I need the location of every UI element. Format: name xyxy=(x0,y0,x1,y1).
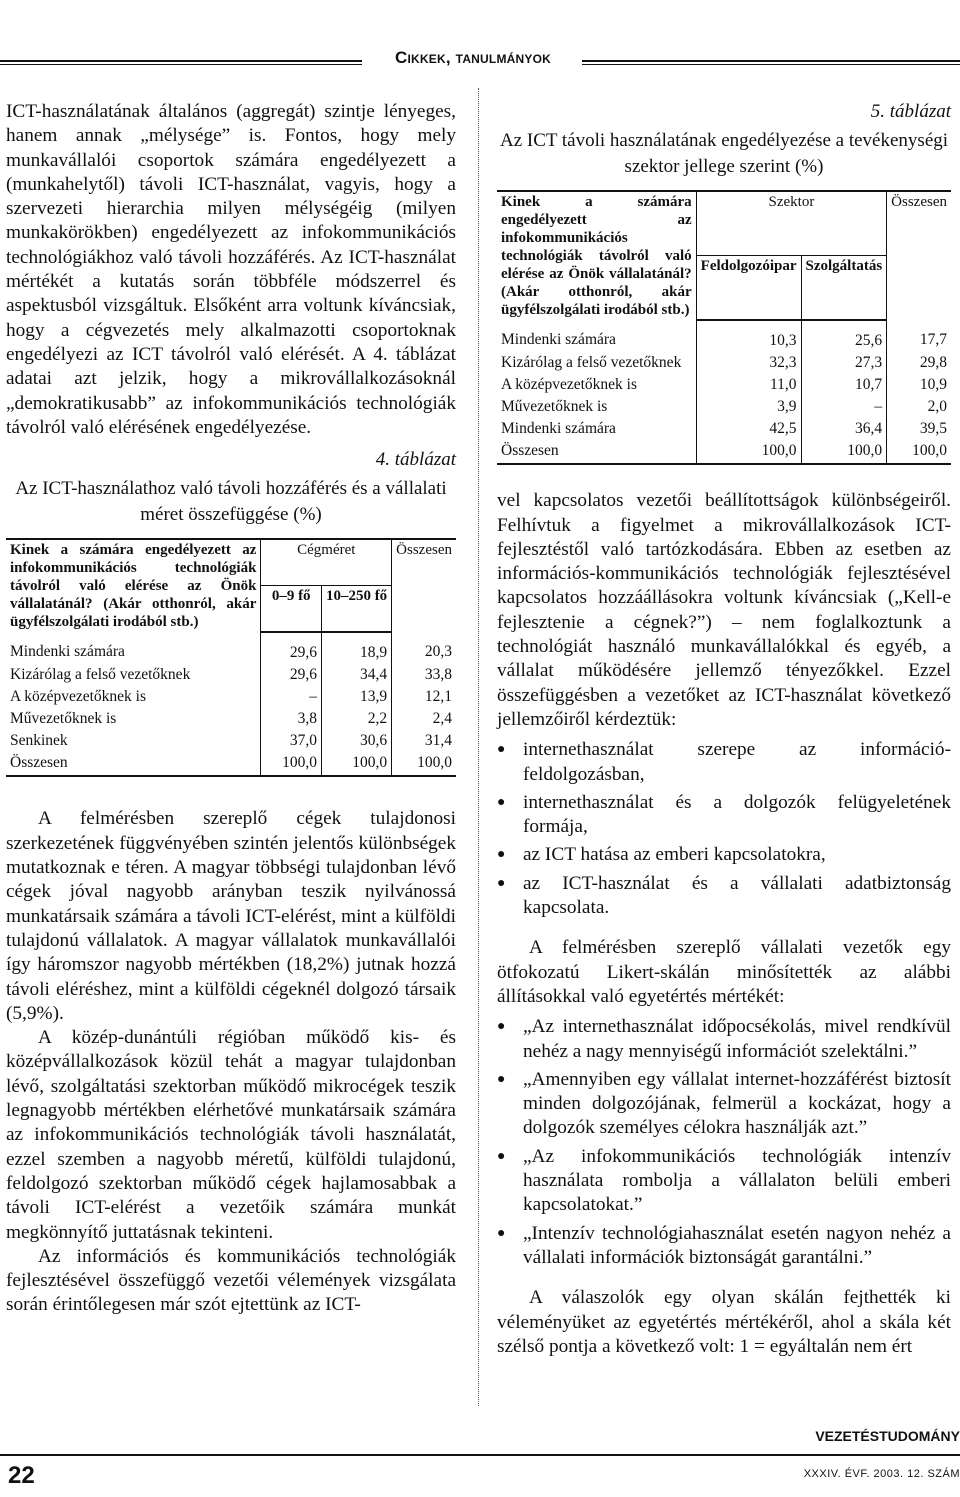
list-item: ● az ICT hatása az emberi kapcsolatokra, xyxy=(497,843,951,867)
cell: 12,1 xyxy=(424,688,452,706)
table4 xyxy=(6,538,456,777)
list-item: ● „Az infokommunikációs technológiák intenzív használata rombolja a vállalaton belüli emberi kapcsolatokat.” xyxy=(497,1145,951,1218)
table5 xyxy=(497,190,951,465)
right-paragraph-1: vel kapcsolatos vezetői beállítottságok különbségeiről. Felhívtuk a figyelmet a mikrovállalkozások ICT-fejlesztéstől való tartózkodására. Ebben az esetben az információs-kommunikációs technológiák fejlesztésével kapcsolatos hozzáállásokra voltunk kíváncsiak („Kell-e fejlesztenie a cégnek?”) – nem foglalkoztunk a technológiát használó munkavállalókkal és egyéb, a vállalat működésére jellemző tényezőkkel. Ezzel összefüggésben a vezetőket az ICT-használat következő jellemzőiről kérdeztük: xyxy=(497,490,951,730)
cell: 13,9 xyxy=(321,686,391,708)
table4-group-header: Cégméret xyxy=(261,539,392,586)
cell: 42,5 xyxy=(696,418,801,440)
cell: 11,0 xyxy=(696,374,801,396)
cell: 100,0 xyxy=(801,440,887,464)
cell: 29,8 xyxy=(919,354,947,372)
cell: 10,7 xyxy=(801,374,887,396)
table4-total-header: Összesen xyxy=(392,539,456,632)
row-label: Művezetőknek is xyxy=(497,396,696,418)
list-item: ● „Intenzív technológiahasználat esetén nagyon nehéz a vállalati információk biztonságát garantálni.” xyxy=(497,1222,951,1271)
cell: 100,0 xyxy=(696,440,801,464)
row-label: Mindenki számára xyxy=(497,418,696,440)
page-header xyxy=(0,38,960,72)
list-item: ● az ICT-használat és a vállalati adatbiztonság kapcsolata. xyxy=(497,872,951,921)
section-title: Cikkek, tanulmányok xyxy=(395,48,551,67)
cell: 100,0 xyxy=(261,752,322,776)
list-item: ● internethasználat és a dolgozók felügyeletének formája, xyxy=(497,791,951,840)
cell: 30,6 xyxy=(321,730,391,752)
cell: 10,9 xyxy=(919,376,947,394)
table4-subcol1: 0–9 fő xyxy=(261,586,322,633)
footer-rule xyxy=(0,1454,960,1456)
cell: 20,3 xyxy=(424,643,452,661)
table-row xyxy=(6,632,456,664)
right-column xyxy=(497,100,951,1359)
cell: 29,6 xyxy=(261,664,322,686)
table5-title: Az ICT távoli használatának engedélyezése a tevékenységi szektor jellege szerint (%) xyxy=(499,130,949,178)
table-row xyxy=(6,708,456,730)
cell: 31,4 xyxy=(424,732,452,750)
left-paragraph-2: A felmérésben szereplő cégek tulajdonosi szerkezetének függvényében szintén jelentős különbségek mutatkoznak e téren. A magyar többségi tulajdonban lévő cégek jóval nagyobb arányban teszik nyilvánossá munkatársaik számára a távoli ICT-elérést, mint a külföldi tulajdonú vállalatok. A magyar vállalatok munkavállalói így háromszor nagyobb mértékben (18,2%) jutnak hozzá távoli eléréshez, mint a külföldi cégeknél dolgozó társaik (5,9%). xyxy=(6,808,456,1024)
cell: 100,0 xyxy=(321,752,391,776)
table5-subcol1: Feldolgozóipar xyxy=(696,256,801,321)
table-row xyxy=(6,686,456,708)
right-paragraph-3: A válaszolók egy olyan skálán fejthették ki véleményüket az egyetértés mértékéről, ahol a skála két szélső pontja a következő volt: 1 = egyáltalán nem ért xyxy=(497,1287,951,1357)
cell: 17,7 xyxy=(919,331,947,349)
header-rule-right xyxy=(582,60,960,65)
cell: 39,5 xyxy=(919,420,947,438)
table-row xyxy=(497,418,951,440)
cell: 32,3 xyxy=(696,352,801,374)
row-label: A középvezetőknek is xyxy=(6,686,261,708)
table4-question: Kinek a számára engedélyezett az infokommunikációs technológiák távolról való elérése az Önök vállalatánál? (Akár otthonról, akár ügyfélszolgálati irodából stb.) xyxy=(6,539,261,632)
table4-subcol2: 10–250 fő xyxy=(321,586,391,633)
row-label: Művezetőknek is xyxy=(6,708,261,730)
right-paragraph-2: A felmérésben szereplő vállalati vezetők egy ötfokozatú Likert-skálán minősítették az alábbi állításokkal való egyetértés mértékét: xyxy=(497,937,951,1007)
table-row xyxy=(497,396,951,418)
table-row xyxy=(497,352,951,374)
table-row xyxy=(6,730,456,752)
row-label: Senkinek xyxy=(6,730,261,752)
table-row xyxy=(6,752,456,776)
row-label: A középvezetőknek is xyxy=(497,374,696,396)
cell: 25,6 xyxy=(801,320,887,352)
cell: 37,0 xyxy=(261,730,322,752)
bullet-list-2 xyxy=(497,1015,951,1270)
header-rule-left xyxy=(0,60,362,65)
table4-title: Az ICT-használathoz való távoli hozzáférés és a vállalati méret összefüggése (%) xyxy=(15,478,447,526)
table5-total-header: Összesen xyxy=(887,191,951,320)
table-row xyxy=(497,320,951,352)
table-row xyxy=(497,440,951,464)
left-paragraph-3: A közép-dunántúli régióban működő kis- és középvállalkozások közül tehát a magyar tulajdonban lévő, szolgáltatási szektorban működő mikrocégek teszik legnagyobb mértékben elérhetővé munkatársaik számára az infokommunikációs technológiák távoli használatát, ezzel szemben a nagyobb méretű, külföldi tulajdonú, feldolgozó szektorban működő cégek hajlamosabbak a távoli ICT-elérést a vezetőik számára munkát megkönnyítő juttatásnak tekinteni. xyxy=(6,1027,456,1243)
cell: 36,4 xyxy=(801,418,887,440)
cell: 29,6 xyxy=(261,632,322,664)
row-label: Mindenki számára xyxy=(497,320,696,352)
column-divider xyxy=(478,88,479,1406)
list-item: ● internethasználat szerepe az információ-feldolgozásban, xyxy=(497,738,951,787)
table5-number: 5. táblázat xyxy=(870,101,951,122)
left-paragraph-1: ICT-használatának általános (aggregát) szintje lényeges, hanem annak „mélysége” is. Fontos, hogy mely munkavállalói csoportok számára engedélyezett a (munkahelytől) távoli ICT-használat, vagyis, hogy a szervezeti hierarchia milyen mélységéig (milyen munkakörökben) engedélyezett az infokommunikációs technológiákhoz való távoli hozzáférés. Az ICT-használat mértékét a kutatás során többféle módszerrel és aspektusból vizsgáltuk. Elsőként arra voltunk kíváncsiak, hogy a cégvezetés mely alkalmazotti csoportoknak engedélyezi az ICT távolról való elérését. A 4. táblázat adatai azt jelzik, hogy a mikrovállalkozásoknál „demokratikusabb” az infokommunikációs technológiák távolról való elérésének engedélyezése. xyxy=(6,101,456,438)
cell: 2,4 xyxy=(432,710,452,728)
cell: 10,3 xyxy=(696,320,801,352)
cell: 100,0 xyxy=(887,440,951,464)
page-number: 22 xyxy=(8,1462,35,1489)
table5-subcol2: Szolgáltatás xyxy=(801,256,887,321)
cell: 2,0 xyxy=(927,398,947,416)
cell: 33,8 xyxy=(424,666,452,684)
row-label: Kizárólag a felső vezetőknek xyxy=(497,352,696,374)
cell: 34,4 xyxy=(321,664,391,686)
row-label: Összesen xyxy=(497,440,696,464)
left-paragraph-4: Az információs és kommunikációs technológiák fejlesztésével összefüggő vezetői vélemények vizsgálata során érintőlegesen már szót ejtettünk az ICT- xyxy=(6,1245,456,1316)
cell: 3,8 xyxy=(261,708,322,730)
list-item: ● „Az internethasználat időpocsékolás, mivel rendkívül nehéz a nagy mennyiségű információt szelektálni.” xyxy=(497,1015,951,1064)
table5-group-header: Szektor xyxy=(696,191,887,256)
table-row xyxy=(497,374,951,396)
table-row xyxy=(6,664,456,686)
row-label: Kizárólag a felső vezetőknek xyxy=(6,664,261,686)
table5-question: Kinek a számára engedélyezett az infokommunikációs technológiák távolról való elérése az Önök vállalatánál? (Akár otthonról, akár ügyfélszolgálati irodából stb.) xyxy=(497,191,696,320)
cell: – xyxy=(801,396,887,418)
row-label: Mindenki számára xyxy=(6,632,261,664)
journal-name: VEZETÉSTUDOMÁNY xyxy=(815,1428,960,1444)
cell: 100,0 xyxy=(392,752,456,776)
cell: 27,3 xyxy=(801,352,887,374)
row-label: Összesen xyxy=(6,752,261,776)
cell: 3,9 xyxy=(696,396,801,418)
cell: – xyxy=(261,686,322,708)
cell: 2,2 xyxy=(321,708,391,730)
cell: 18,9 xyxy=(321,632,391,664)
issue-info: XXXIV. ÉVF. 2003. 12. SZÁM xyxy=(803,1468,960,1480)
left-column xyxy=(6,100,456,1318)
list-item: ● „Amennyiben egy vállalat internet-hozzáférést biztosít minden dolgozójának, felmerül a kockázat, hogy a dolgozók személyes célokra használják azt.” xyxy=(497,1068,951,1141)
bullet-list-1 xyxy=(497,738,951,920)
table4-number: 4. táblázat xyxy=(375,449,456,471)
